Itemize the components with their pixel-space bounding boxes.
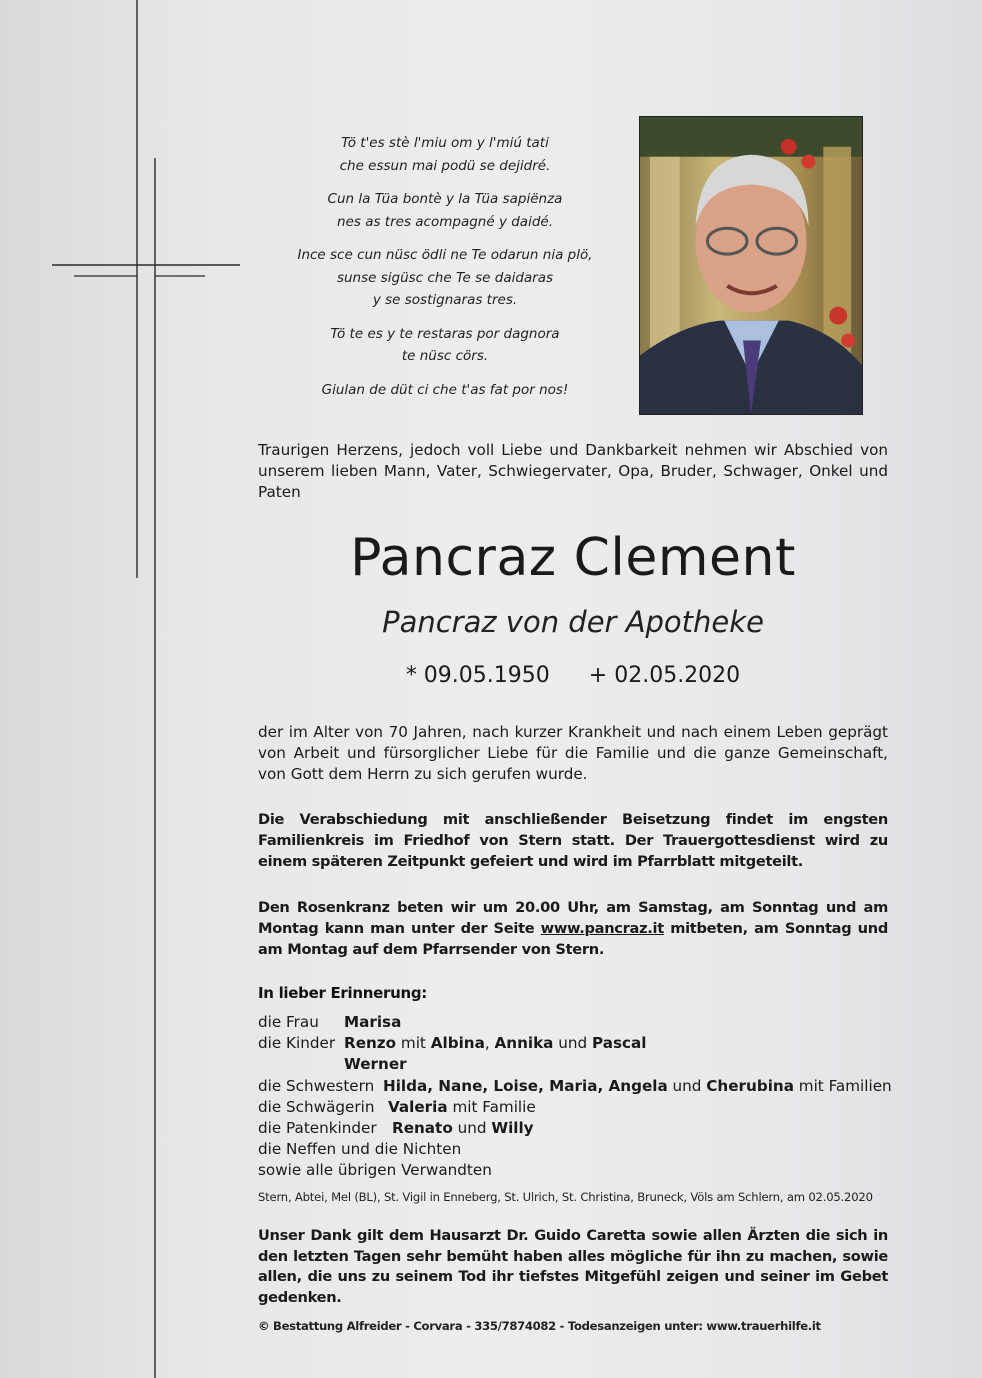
life-dates [258, 663, 888, 688]
rosary-text [258, 897, 888, 960]
places-and-date: Stern, Abtei, Mel (BL), St. Vigil in Enneberg, St. Ulrich, St. Christina, Bruneck, Völs am Schlern, am 02.05.2020 [258, 1190, 873, 1204]
poem-stanza [270, 188, 620, 233]
birth-date: * 09.05.1950 [405, 663, 550, 688]
rosary-text-after: mitbeten, am Sonntag und am Montag auf dem Pfarrsender von Stern. [258, 920, 888, 958]
poem-line: Cun la Tüa bontè y la Tüa sapiënza [327, 191, 563, 207]
family-member: Albina [430, 1034, 485, 1053]
family-list [258, 1012, 898, 1182]
death-date: + 02.05.2020 [588, 663, 741, 688]
family-row-relatives: sowie alle übrigen Verwandten [258, 1161, 492, 1180]
poem-stanza [270, 379, 620, 402]
poem-line: Tö te es y te restaras por dagnora [330, 325, 560, 342]
poem-line: y se sostignaras tres. [372, 292, 518, 308]
thanks-text: Unser Dank gilt dem Hausarzt Dr. Guido Caretta sowie allen Ärzten die sich in den letzten Tagen sehr bemüht haben alles mögliche für ihn zu machen, sowie allen, die uns zu seinem Tod ihr tiefstes Mitgefühl zeigen und seiner im Gebet gedenken. [258, 1227, 888, 1306]
deceased-name: Pancraz Clement [350, 528, 796, 588]
life-text: der im Alter von 70 Jahren, nach kurzer Krankheit und nach einem Leben geprägt von Arbeit und fürsorglicher Liebe für die Familie und die ganze Gemeinschaft, von Gott dem Herrn zu sich gerufen wurde. [258, 723, 888, 783]
family-member: Willy [491, 1119, 534, 1138]
family-row-children [258, 1033, 898, 1054]
family-label: die Schwägerin [258, 1097, 375, 1116]
poem-line: che essun mai podü se dejidré. [339, 157, 551, 174]
poem-stanza [270, 244, 620, 312]
family-row-nephews: die Neffen und die Nichten [258, 1140, 462, 1159]
family-connector: mit Familien [798, 1076, 892, 1095]
family-row-godchildren [258, 1118, 898, 1139]
family-row-sisters [258, 1076, 898, 1097]
family-connector: mit Familie [452, 1097, 536, 1116]
poem-line: sunse sigüsc che Te se daidaras [336, 269, 554, 286]
family-member: Cherubina [706, 1076, 794, 1095]
intro-text: Traurigen Herzens, jedoch voll Liebe und Dankbarkeit nehmen wir Abschied von unserem lieben Mann, Vater, Schwiegervater, Opa, Bruder, Schwager, Onkel und Paten [258, 441, 888, 501]
memory-heading: In lieber Erinnerung: [258, 984, 427, 1002]
family-label: die Kinder [258, 1034, 336, 1053]
poem-line: nes as tres acompagné y daidé. [337, 213, 553, 230]
poem-line: Tö t'es stè l'miu om y l'miú tati [341, 135, 549, 151]
family-label: die Schwestern [258, 1076, 375, 1095]
family-member: Annika [494, 1034, 554, 1053]
family-label: die Patenkinder [258, 1119, 377, 1138]
poem-line: Giulan de düt ci che t'as fat por nos! [321, 381, 569, 398]
poem-stanza [270, 323, 620, 368]
funeral-text: Die Verabschiedung mit anschließender Beisetzung findet im engsten Familienkreis im Friedhof von Stern statt. Der Trauergottesdienst wird zu einem späteren Zeitpunkt gefeiert und wird im Pfarrblatt mitgeteilt. [258, 811, 888, 870]
family-member: Werner [344, 1055, 407, 1074]
family-member: Renato [392, 1119, 453, 1138]
poem-line: Ince sce cun nüsc ödli ne Te odarun nia plö, [297, 247, 593, 263]
deceased-nickname: Pancraz von der Apotheke [382, 605, 764, 639]
pancraz-link[interactable]: www.pancraz.it [540, 920, 664, 937]
poem-stanza [270, 132, 620, 177]
family-member: Valeria [388, 1097, 448, 1116]
family-member: Renzo [344, 1034, 397, 1053]
family-member: Hilda, Nane, Loise, Maria, Angela [383, 1076, 668, 1095]
portrait-photo [639, 116, 863, 415]
family-row-wife [258, 1012, 898, 1033]
poem-line: te nüsc cörs. [401, 348, 489, 364]
family-row-children-2 [258, 1054, 898, 1075]
family-connector: , [484, 1034, 490, 1053]
family-row-sister-in-law [258, 1097, 898, 1118]
family-connector: und [672, 1076, 702, 1095]
family-member: Pascal [592, 1034, 647, 1053]
cross-icon [0, 0, 260, 1378]
footer-credit: © Bestattung Alfreider - Corvara - 335/7874082 - Todesanzeigen unter: www.trauerhilfe.it [258, 1319, 821, 1333]
family-connector: und [457, 1119, 487, 1138]
rosary-text-before: Den Rosenkranz beten wir um 20.00 Uhr, am Samstag, am Sonntag und am Montag kann man unter der Seite [258, 899, 888, 937]
poem [270, 132, 620, 412]
family-label: die Frau [258, 1013, 319, 1031]
family-connector: und [558, 1034, 588, 1053]
family-connector: mit [400, 1034, 426, 1053]
family-member: Marisa [344, 1013, 402, 1031]
